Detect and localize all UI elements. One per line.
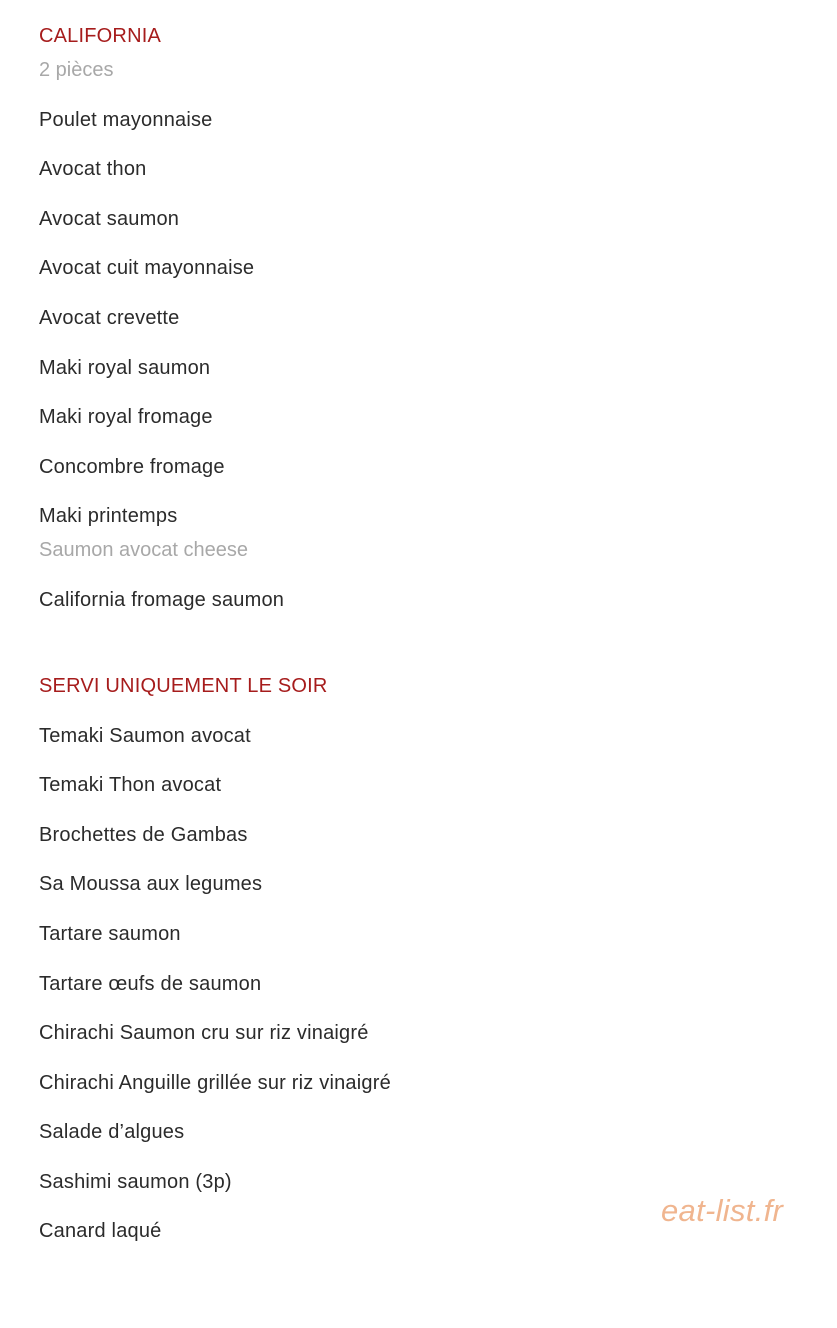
menu-item-brochettes-de-gambas: Brochettes de Gambas xyxy=(39,823,248,846)
menu-item-tartare-saumon: Tartare saumon xyxy=(39,922,181,945)
section-servi-uniquement-le-soir xyxy=(39,672,799,1246)
menu-item-chirachi-saumon: Chirachi Saumon cru sur riz vinaigré xyxy=(39,1022,369,1045)
menu-item-chirachi-anguille: Chirachi Anguille grillée sur riz vinaigré xyxy=(39,1071,391,1094)
menu-item-maki-printemps: Maki printemps xyxy=(39,505,178,528)
watermark-logo: eat-list.fr xyxy=(661,1193,784,1228)
menu-item-salade-dalgues: Salade d’algues xyxy=(39,1121,185,1144)
menu-item-concombre-fromage: Concombre fromage xyxy=(39,455,225,478)
section-title: SERVI UNIQUEMENT LE SOIR xyxy=(39,674,328,697)
menu-item-sashimi-saumon: Sashimi saumon (3p) xyxy=(39,1170,232,1193)
menu-item-sa-moussa-aux-legumes: Sa Moussa aux legumes xyxy=(39,873,263,896)
menu-item-temaki-thon-avocat: Temaki Thon avocat xyxy=(39,774,222,797)
menu-item-temaki-saumon-avocat: Temaki Saumon avocat xyxy=(39,724,251,747)
menu-item-california-fromage-saumon: California fromage saumon xyxy=(39,588,285,611)
menu-item-tartare-oeufs-de-saumon: Tartare œufs de saumon xyxy=(39,972,262,995)
section-title: CALIFORNIA xyxy=(39,25,162,47)
menu-item-maki-royal-saumon: Maki royal saumon xyxy=(39,356,211,379)
menu-item-poulet-mayonnaise: Poulet mayonnaise xyxy=(39,108,213,131)
menu-item-avocat-cuit-mayonnaise: Avocat cuit mayonnaise xyxy=(39,257,255,280)
menu-item-note: Saumon avocat cheese xyxy=(39,539,249,562)
menu-list xyxy=(39,22,799,1245)
menu-item-maki-royal-fromage: Maki royal fromage xyxy=(39,406,213,429)
menu-item-avocat-crevette: Avocat crevette xyxy=(39,306,180,329)
menu-item-canard-laque: Canard laqué xyxy=(39,1220,162,1243)
section-subtitle: 2 pièces xyxy=(39,59,114,81)
section-california xyxy=(39,22,799,614)
menu-item-avocat-thon: Avocat thon xyxy=(39,158,147,181)
menu-item-avocat-saumon: Avocat saumon xyxy=(39,207,180,230)
